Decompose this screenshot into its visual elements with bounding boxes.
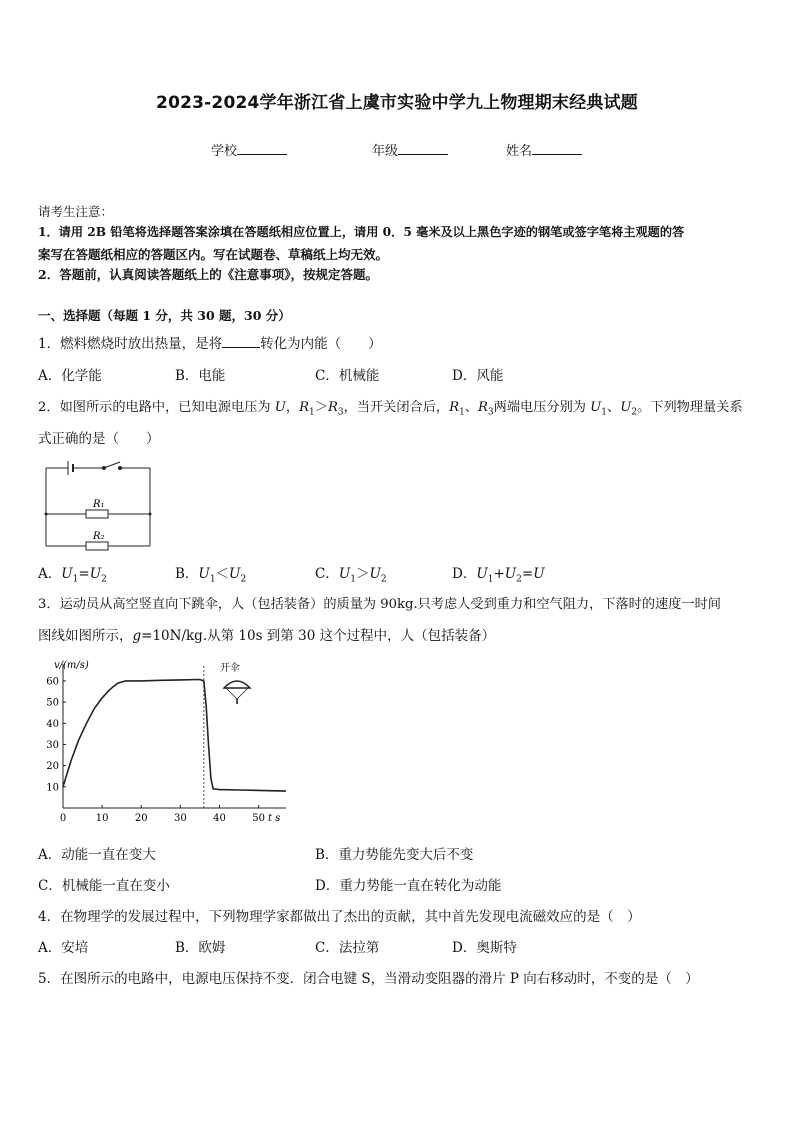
r2-label: R₂ [93, 531, 105, 542]
grade-field [372, 140, 448, 159]
parachute-icon [224, 681, 250, 704]
q3-var-g: g [132, 628, 142, 644]
y-tick-label: 30 [46, 739, 59, 751]
opt-label: B． [175, 566, 199, 582]
q4-option-d: D．奥斯特 [452, 940, 517, 956]
name-label: 姓名 [506, 144, 533, 159]
question-1 [38, 332, 382, 352]
q2-sub: 1 [309, 407, 315, 418]
q3-option-c: C．机械能一直在变小 [38, 878, 170, 894]
x-tick-label: 20 [134, 813, 148, 824]
q2-sub: 2 [631, 407, 638, 418]
grade-blank [398, 142, 448, 155]
q2-sub: 3 [487, 407, 494, 418]
q2-var-r1b: R [449, 400, 460, 415]
q2-option-d [452, 562, 545, 585]
op: = [521, 566, 534, 582]
q2-var-r3b: R [477, 400, 488, 415]
q2-option-c [315, 562, 387, 585]
q3-option-a: A．动能一直在变大 [38, 847, 156, 863]
var: U [229, 566, 241, 582]
var: U [198, 566, 210, 582]
switch-blade [104, 462, 120, 468]
var: U [476, 566, 488, 582]
question-3-line-2 [38, 624, 495, 644]
notice-line-1b: 案写在答题纸相应的答题区内。写在试题卷、草稿纸上均无效。 [38, 247, 389, 262]
question-2-line-2: 式正确的是（ ） [38, 431, 160, 447]
sub: 2 [101, 574, 107, 585]
sub: 1 [487, 574, 494, 585]
school-field [211, 140, 287, 159]
q1-stem-b: 转化为内能（ ） [260, 336, 382, 352]
var: U [533, 566, 545, 582]
sub: 2 [516, 574, 522, 585]
var: U [338, 566, 351, 582]
q1-stem-a: 1．燃料燃烧时放出热量，是将 [38, 336, 223, 352]
q2-option-a [38, 562, 107, 585]
x-tick-label: 10 [95, 813, 109, 824]
x-tick-label: 0 [59, 813, 67, 824]
section-heading: 一、选择题（每题 1 分，共 30 题，30 分） [38, 308, 291, 323]
opt-label: A． [38, 566, 62, 582]
q3-option-b: B．重力势能先变大后不变 [315, 847, 474, 863]
op: ＞ [355, 566, 370, 582]
q4-option-b: B．欧姆 [175, 940, 226, 956]
grade-label: 年级 [372, 144, 399, 159]
q3-text-b: =10N/kg.从第 10s 到第 30 这个过程中，人（包括装备） [141, 628, 496, 644]
school-blank [237, 142, 287, 155]
notice-line-2: 2．答题前，认真阅读答题纸上的《注意事项》，按规定答题。 [38, 267, 378, 282]
q3-option-d: D．重力势能一直在转化为动能 [315, 878, 502, 894]
q2-var-r1: R [299, 400, 310, 415]
q2-text-e: 。下列物理量关系 [637, 400, 743, 415]
q2-sep: 、 [607, 400, 621, 415]
op: + [493, 566, 505, 582]
question-2-line-1 [38, 396, 743, 418]
resistor-r1 [86, 510, 108, 518]
q2-sub: 3 [337, 407, 344, 418]
q1-option-b: B．电能 [175, 368, 226, 384]
name-field [506, 140, 582, 159]
q2-option-b [175, 562, 246, 585]
velocity-time-chart [38, 656, 298, 828]
op: ＜ [215, 566, 230, 582]
q2-sep: 、 [464, 400, 478, 415]
y-tick-label: 50 [46, 697, 59, 709]
q1-option-a: A．化学能 [38, 368, 102, 384]
sub: 1 [350, 574, 356, 585]
q4-option-c: C．法拉第 [315, 940, 380, 956]
q2-text-c: ，当开关闭合后， [343, 400, 450, 415]
q2-sub: 1 [601, 407, 608, 418]
sub: 2 [240, 574, 247, 585]
parachute-annotation: 开伞 [219, 663, 240, 674]
y-tick-label: 60 [46, 676, 59, 688]
question-4: 4．在物理学的发展过程中，下列物理学家都做出了杰出的贡献，其中首先发现电流磁效应的是（ ） [38, 909, 641, 925]
notice-heading: 请考生注意： [38, 204, 114, 219]
q4-option-a: A．安培 [38, 940, 89, 956]
sub: 2 [380, 574, 387, 585]
notice-line-1a: 1．请用 2B 铅笔将选择题答案涂填在答题纸相应位置上，请用 0．5 毫米及以上黑色字迹的钢笔或签字笔将主观题的答 [38, 225, 685, 239]
resistor-r2 [86, 542, 108, 550]
q2-var-u: U [274, 400, 286, 415]
var: U [61, 566, 73, 582]
q1-option-c: C．机械能 [315, 368, 380, 384]
q2-sub: 1 [459, 407, 465, 418]
var: U [504, 566, 517, 582]
name-blank [532, 142, 582, 155]
question-5: 5．在图所示的电路中，电源电压保持不变．闭合电键 S，当滑动变阻器的滑片 P 向右移动时，不变的是（ ） [38, 971, 699, 987]
q2-var-u1: U [590, 400, 602, 415]
q1-blank [222, 335, 260, 348]
q2-text-a: 2．如图所示的电路中，已知电源电压为 [38, 400, 271, 415]
y-tick-label: 20 [46, 761, 59, 773]
y-axis-label: v/(m/s) [54, 660, 89, 671]
y-tick-label: 10 [46, 782, 59, 794]
x-axis-label: t s [268, 813, 281, 824]
q2-var-r3: R [327, 400, 338, 415]
question-3-line-1: 3．运动员从高空竖直向下跳伞，人（包括装备）的质量为 90kg.只考虑人受到重力和空气阻力，下落时的速度一时间 [38, 597, 721, 612]
opt-label: C． [315, 566, 339, 582]
var: U [369, 566, 381, 582]
r1-label: R₁ [93, 499, 105, 510]
op: = [78, 566, 90, 582]
series-line-v [63, 680, 286, 792]
x-tick-label: 50 [252, 813, 265, 824]
y-tick-label: 40 [46, 718, 59, 730]
page-title: 2023-2024学年浙江省上虞市实验中学九上物理期末经典试题 [156, 93, 638, 113]
opt-label: D． [452, 566, 477, 582]
q2-text-d: 两端电压分别为 [493, 400, 586, 415]
school-label: 学校 [211, 144, 238, 159]
q2-var-u2: U [620, 400, 632, 415]
x-tick-label: 40 [213, 813, 226, 824]
var: U [89, 566, 102, 582]
sub: 1 [72, 574, 79, 585]
q1-option-d: D．风能 [452, 368, 504, 384]
q2-gt: ＞ [314, 400, 328, 415]
q2-text-b: ， [285, 400, 300, 415]
q2-circuit-diagram [38, 454, 158, 554]
sub: 1 [209, 574, 216, 585]
q3-text-a: 图线如图所示， [38, 628, 133, 644]
x-tick-label: 30 [174, 813, 187, 824]
